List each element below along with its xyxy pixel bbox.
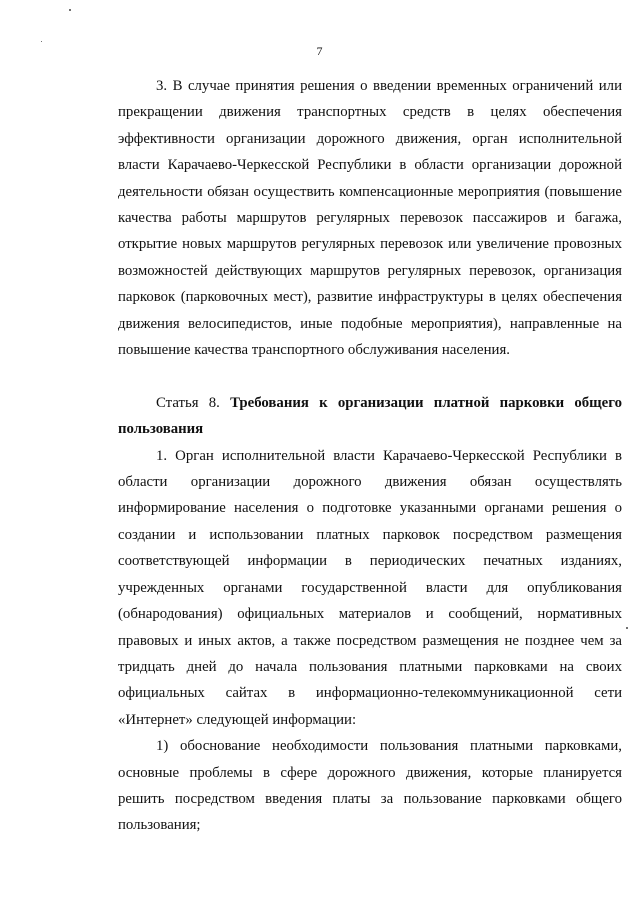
- scan-speck: [626, 627, 628, 629]
- article-8-title: Требования к организации платной парковки общего пользования: [118, 394, 622, 438]
- paragraph-8-1-item-1: 1) обоснование необходимости пользования платными парковками, основные проблемы в сфере дорожного движения, которые планируется решить посредством введения платы за пользование парковками общего пользования;: [118, 738, 622, 834]
- paragraph-3-compensation-measures: 3. В случае принятия решения о введении временных ограничений или прекращении движения транспортных средств в целях обеспечения эффективности организации дорожного движения, орган исполнительной власти Карачаево-Черкесской Республики в области организации дорожной деятельности обязан осуществить компенсационные мероприятия (повышение качества работы маршрутов регулярных перевозок пассажиров и багажа, открытие новых маршрутов регулярных перевозок или увеличение провозных возможностей действующих маршрутов регулярных перевозок, организация парковок (парковочных мест), развитие инфраструктуры в целях обеспечения движения велосипедистов, иные подобные мероприятия), направленные на повышение качества транспортного обслуживания населения.: [118, 78, 622, 359]
- scan-speck: [41, 41, 42, 42]
- document-body: [118, 73, 622, 839]
- article-8-label: Статья 8.: [156, 394, 220, 411]
- scan-speck: [69, 9, 71, 11]
- paragraph-8-1-informing-public: 1. Орган исполнительной власти Карачаево-Черкесской Республики в области организации дорожного движения обязан осуществлять информирование населения о подготовке указанными органами решения о создании и использовании платных парковок посредством размещения соответствующей информации в периодических печатных изданиях, учрежденных органами государственной власти для опубликования (обнародования) официальных материалов и сообщений, нормативных правовых и иных актов, а также посредством размещения не позднее чем за тридцать дней до начала пользования платными парковками на своих официальных сайтах в информационно-телекоммуникационной сети «Интернет» следующей информации:: [118, 447, 622, 728]
- page-number: 7: [316, 44, 323, 58]
- article-8-heading: [118, 390, 622, 443]
